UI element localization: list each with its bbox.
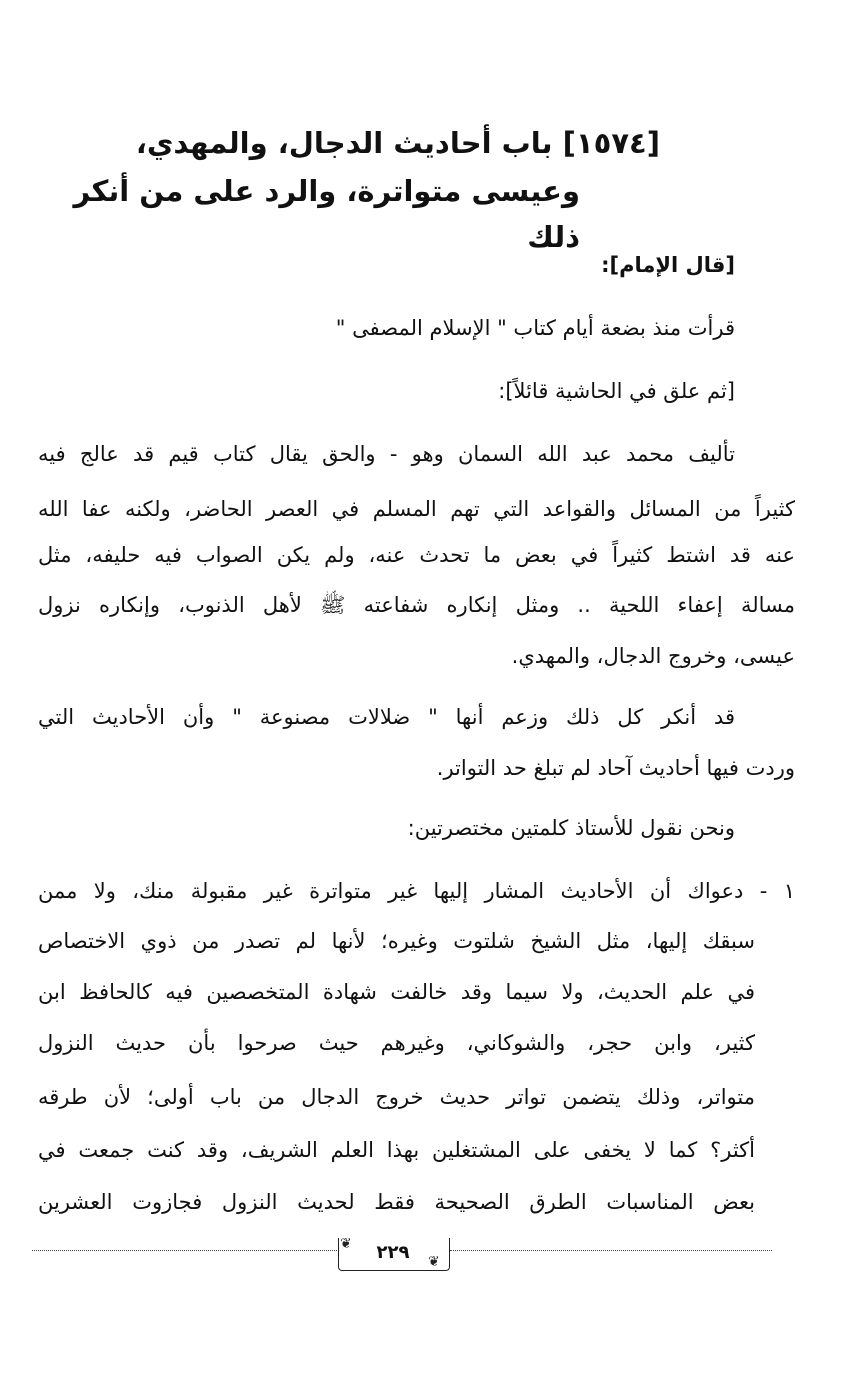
footer-dotted-rule-left [32,1250,337,1251]
paragraph-2-line-5: عيسى، وخروج الدجال، والمهدي. [511,644,795,668]
paragraph-5-line-6: أكثر؟ كما لا يخفى على المشتغلين بهذا العلم الشريف، وقد كنت جمعت في [38,1138,755,1162]
paragraph-5-line-1: ١ - دعواك أن الأحاديث المشار إليها غير متواترة غير مقبولة منك، ولا ممن [38,879,795,903]
paragraph-3-line-1: قد أنكر كل ذلك وزعم أنها " ضلالات مصنوعة " وأن الأحاديث التي [38,705,735,729]
paragraph-2-line-1: تأليف محمد عبد الله السمان وهو - والحق يقال كتاب قيم قد عالج فيه [38,442,735,466]
label-hashiya: [ثم علق في الحاشية قائلاً]: [498,379,735,403]
chapter-heading-line-1: [١٥٧٤] باب أحاديث الدجال، والمهدي، [135,126,660,160]
paragraph-2-line-4: مسالة إعفاء اللحية .. ومثل إنكاره شفاعته ﷺ لأهل الذنوب، وإنكاره نزول [38,593,795,617]
paragraph-2-line-3: عنه قد اشتط كثيراً في بعض ما تحدث عنه، ولم يكن الصواب فيه حليفه، مثل [38,543,795,567]
frame-ornament-icon: ❦ [428,1254,440,1270]
footer-dotted-rule-right [450,1250,772,1251]
paragraph-5-line-3: في علم الحديث، ولا سيما وقد خالفت شهادة المتخصصين فيه كالحافظ ابن [38,980,755,1004]
paragraph-4: ونحن نقول للأستاذ كلمتين مختصرتين: [407,816,735,840]
paragraph-5-line-4: كثير، وابن حجر، والشوكاني، وغيرهم حيث صرحوا بأن حديث النزول [38,1031,755,1055]
paragraph-1: قرأت منذ بضعة أيام كتاب " الإسلام المصفى " [335,316,735,340]
chapter-heading-line-2: وعيسى متواترة، والرد على من أنكر ذلك [73,174,580,254]
label-qal-al-imam: [قال الإمام]: [601,253,735,277]
page-number: ٢٢٩ [376,1242,410,1263]
paragraph-3-line-2: وردت فيها أحاديث آحاد لم تبلغ حد التواتر. [436,756,795,780]
frame-ornament-icon: ❦ [340,1236,352,1252]
paragraph-5-line-5: متواتر، وذلك يتضمن تواتر حديث خروج الدجال من باب أولى؛ لأن طرقه [38,1085,755,1109]
paragraph-5-line-2: سبقك إليها، مثل الشيخ شلتوت وغيره؛ لأنها لم تصدر من ذوي الاختصاص [38,929,755,953]
paragraph-5-line-7: بعض المناسبات الطرق الصحيحة فقط لحديث النزول فجازوت العشرين [38,1190,755,1214]
paragraph-2-line-2: كثيراً من المسائل والقواعد التي تهم المسلم في العصر الحاضر، ولكنه عفا الله [38,497,795,521]
